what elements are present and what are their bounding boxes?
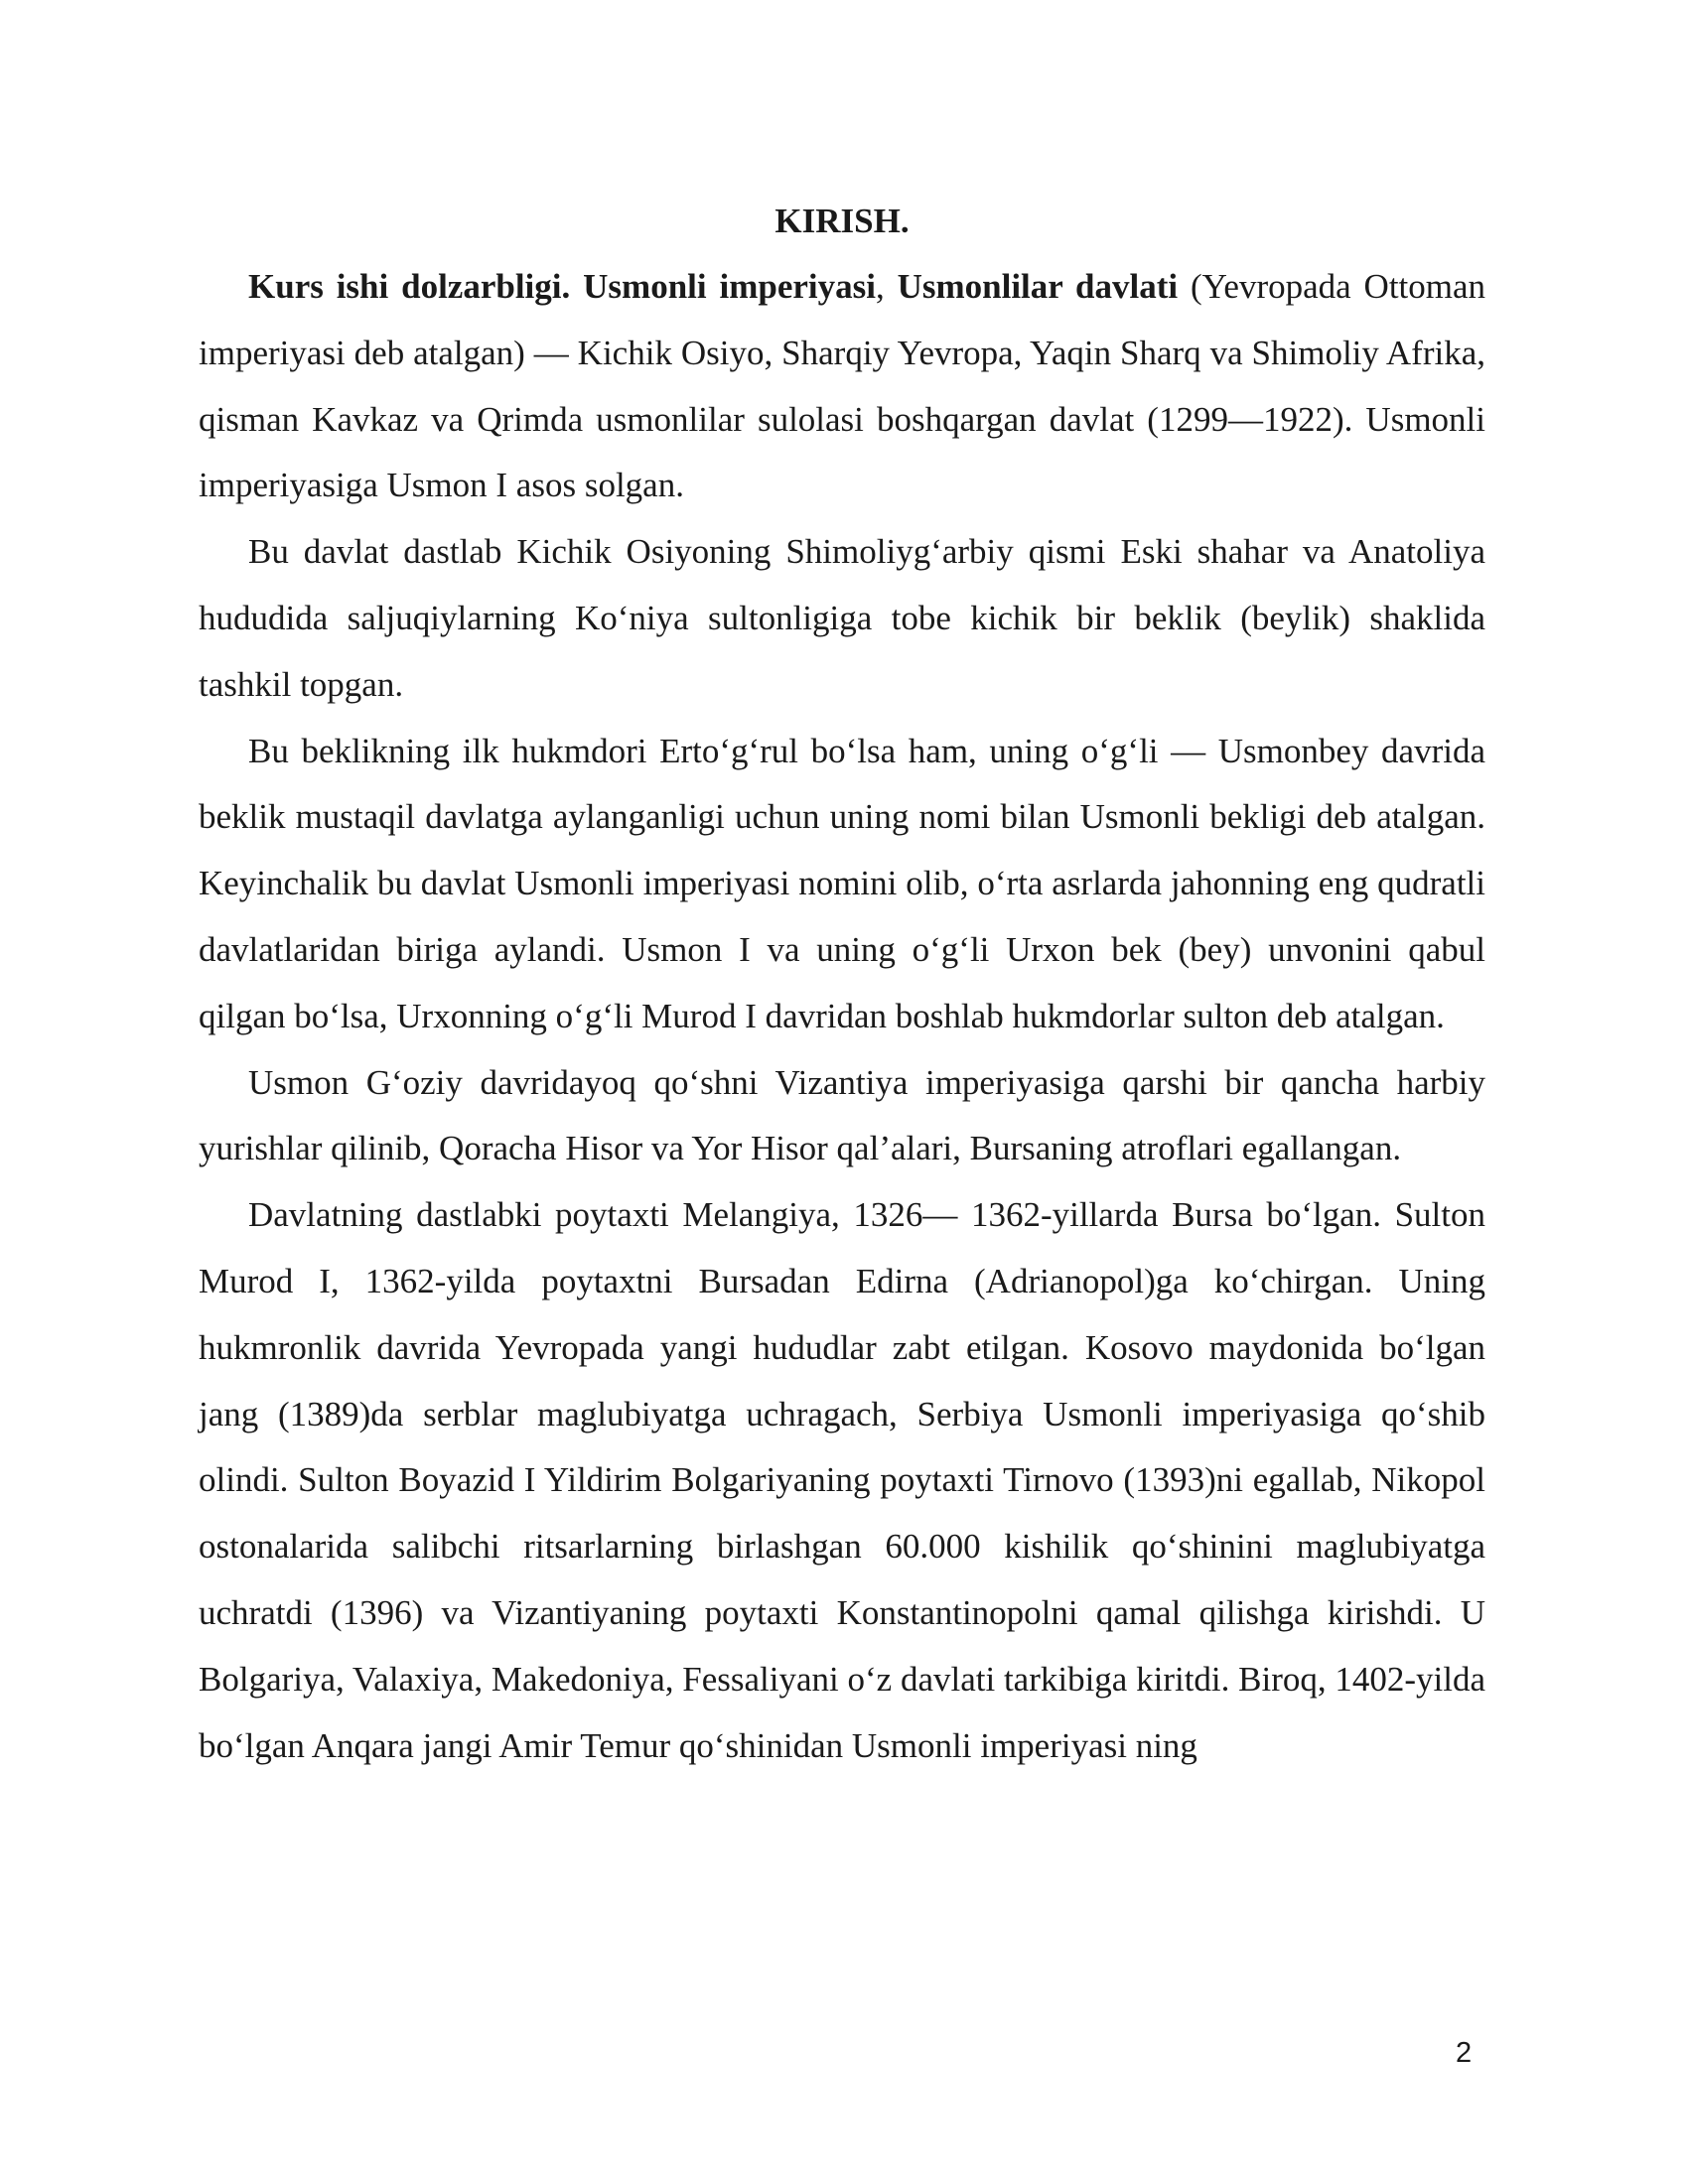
paragraph: Bu davlat dastlab Kichik Osiyoning Shimoliyg‘arbiy qismi Eski shahar va Anatoliya hududida saljuqiylarning Ko‘niya sultonligiga tobe kichik bir beklik (beylik) shaklida tashkil topgan. xyxy=(199,532,1485,704)
section-title: KIRISH. xyxy=(774,202,910,240)
relevance-lead: Kurs ishi dolzarbligi. xyxy=(248,267,571,306)
paragraph: Usmon G‘oziy davridayoq qo‘shni Vizantiya imperiyasiga qarshi bir qancha harbiy yurishlar qilinib, Qoracha Hisor va Yor Hisor qal’alari, Bursaning atroflari egallangan. xyxy=(199,1062,1485,1168)
intro-space xyxy=(570,267,583,306)
paragraph: Bu beklikning ilk hukmdori Erto‘g‘rul bo‘lsa ham, uning o‘g‘li — Usmonbey davrida beklik mustaqil davlatga aylanganligi uchun uning nomi bilan Usmonli bekligi deb atalgan. Keyinchalik bu davlat Usmonli imperiyasi nomini olib, o‘rta asrlarda jahonning eng qudratli davlatlaridan biriga aylandi. Usmon I va uning o‘g‘li Urxon bek (bey) unvonini qabul qilgan bo‘lsa, Urxonning o‘g‘li Murod I davridan boshlab hukmdorlar sulton deb atalgan. xyxy=(199,731,1485,1035)
paragraph: Davlatning dastlabki poytaxti Melangiya, 1326— 1362-yillarda Bursa bo‘lgan. Sulton Murod I, 1362-yilda poytaxtni Bursadan Edirna (Adrianopol)ga ko‘chirgan. Uning hukmronlik davrida Yevropada yangi hududlar zabt etilgan. Kosovo maydonida bo‘lgan jang (1389)da serblar maglubiyatga uchragach, Serbiya Usmonli imperiyasiga qo‘shib olindi. Sulton Boyazid I Yildirim Bolgariyaning poytaxti Tirnovo (1393)ni egallab, Nikopol ostonalarida salibchi ritsarlarning birlashgan 60.000 kishilik qo‘shinini maglubiyatga uchratdi (1396) va Vizantiyaning poytaxti Konstantinopolni qamal qilishga kirishdi. U Bolgariya, Valaxiya, Makedoniya, Fessaliyani o‘z davlati tarkibiga kiritdi. Biroq, 1402-yilda bo‘lgan Anqara jangi Amir Temur qo‘shinidan Usmonli imperiyasi ning xyxy=(199,1195,1486,1765)
intro-paragraph xyxy=(199,254,1485,519)
term-separator: , xyxy=(875,267,898,306)
document-page xyxy=(199,189,1485,1779)
term-usmonli-imperiyasi: Usmonli imperiyasi xyxy=(583,267,876,306)
intro-text: (Yevropada Ottoman imperiyasi deb atalgan) — Kichik Osiyo, Sharqiy Yevropa, Yaqin Sharq va Shimoliy Afrika, qisman Kavkaz va Qrimda usmonlilar sulolasi boshqargan davlat (1299—1922). Usmonli imperiyasiga Usmon I asos solgan. xyxy=(199,267,1486,505)
page-number: 2 xyxy=(1456,2037,1473,2069)
term-usmonlilar-davlati: Usmonlilar davlati xyxy=(897,267,1179,306)
